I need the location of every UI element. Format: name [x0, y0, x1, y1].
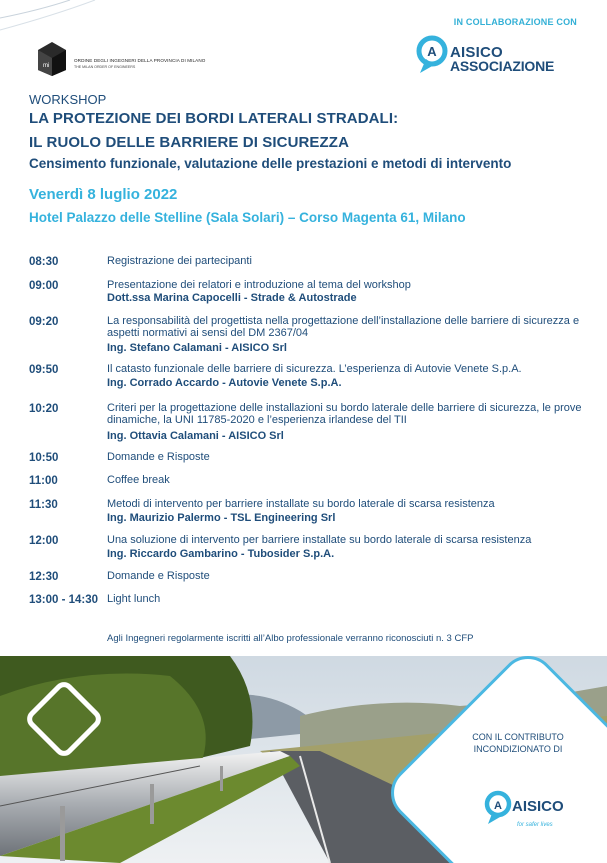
program-time: 10:20: [29, 403, 59, 415]
program-time: 09:20: [29, 316, 59, 328]
aisico-pin-icon: [484, 790, 514, 828]
ordine-name-en: THE MILAN ORDER OF ENGINEERS: [74, 65, 136, 69]
program-speaker: Dott.ssa Marina Capocelli - Strade & Autostrade: [107, 292, 357, 304]
program-time: 09:00: [29, 280, 59, 292]
svg-text:A: A: [494, 800, 502, 812]
aisico-sponsor-wordmark: AISICO: [512, 798, 564, 815]
event-title-line1: LA PROTEZIONE DEI BORDI LATERALI STRADALI:: [29, 110, 399, 127]
program-speaker: Ing. Stefano Calamani - AISICO Srl: [107, 342, 287, 354]
program-desc: Il catasto funzionale delle barriere di sicurezza. L’esperienza di Autovie Venete S.p.A.: [107, 363, 522, 375]
program-desc: Domande e Risposte: [107, 570, 210, 582]
program-time: 13:00 - 14:30: [29, 594, 99, 606]
program-desc: Registrazione dei partecipanti: [107, 255, 252, 267]
program-desc: Light lunch: [107, 593, 161, 605]
ordine-ingegneri-logo: [34, 40, 234, 80]
aisico-top-wordmark-1: AISICO: [450, 44, 503, 61]
event-venue: Hotel Palazzo delle Stelline (Sala Solari) – Corso Magenta 61, Milano: [29, 210, 466, 225]
program-time: 12:30: [29, 571, 59, 583]
sponsor-label-line1: CON IL CONTRIBUTO: [472, 732, 564, 742]
sponsor-label: [448, 731, 588, 755]
workshop-kicker: WORKSHOP: [29, 92, 107, 107]
program-time: 09:50: [29, 364, 59, 376]
ordine-emblem-icon: [34, 40, 70, 78]
program-desc: Una soluzione di intervento per barriere installate su bordo laterale di scarsa resistenza: [107, 534, 532, 546]
program-desc: Coffee break: [107, 474, 170, 486]
aisico-top-wordmark-2: ASSOCIAZIONE: [450, 58, 555, 74]
program-desc: La responsabilità del progettista nella progettazione dell’installazione delle barriere di sicurezza e aspetti normativi ai sensi del DM 2367/04: [107, 315, 580, 339]
program-speaker: Ing. Ottavia Calamani - AISICO Srl: [107, 430, 284, 442]
collab-label: IN COLLABORAZIONE CON: [453, 17, 577, 27]
event-date: Venerdì 8 luglio 2022: [29, 186, 178, 203]
aisico-tagline: for safer lives: [517, 822, 553, 828]
program-speaker: Ing. Riccardo Gambarino - Tubosider S.p.A.: [107, 548, 335, 560]
program-speaker: Ing. Maurizio Palermo - TSL Engineering Srl: [107, 512, 336, 524]
aisico-sponsor-logo: [484, 790, 594, 835]
program-desc: Metodi di intervento per barriere installate su bordo laterale di scarsa resistenza: [107, 498, 495, 510]
cfp-footnote: Agli Ingegneri regolarmente iscritti all’Albo professionale verranno riconosciuti n. 3 CFP: [107, 633, 474, 644]
program-time: 12:00: [29, 535, 59, 547]
program-time: 10:50: [29, 452, 59, 464]
svg-text:A: A: [427, 44, 437, 59]
svg-text:mi: mi: [43, 63, 50, 69]
event-title-line2: IL RUOLO DELLE BARRIERE DI SICUREZZA: [29, 134, 349, 151]
sponsor-label-line2: INCONDIZIONATO DI: [473, 744, 563, 754]
program-speaker: Ing. Corrado Accardo - Autovie Venete S.p.A.: [107, 377, 342, 389]
program-time: 11:30: [29, 499, 58, 511]
event-subtitle: Censimento funzionale, valutazione delle prestazioni e metodi di intervento: [29, 156, 512, 171]
program-time: 11:00: [29, 475, 58, 487]
program-desc: Presentazione dei relatori e introduzione al tema del workshop: [107, 279, 411, 291]
program-desc: Domande e Risposte: [107, 451, 210, 463]
program-desc: Criteri per la progettazione delle installazioni su bordo laterale delle barriere di sicurezza, le prove dinamiche, la UNI 11785-2020 e l’esperienza irlandese del TII: [107, 402, 582, 426]
ordine-name: ORDINE DEGLI INGEGNERI DELLA PROVINCIA DI MILANO: [74, 58, 206, 63]
aisico-association-logo: [416, 35, 581, 77]
program-time: 08:30: [29, 256, 59, 268]
aisico-pin-icon: [416, 35, 450, 77]
